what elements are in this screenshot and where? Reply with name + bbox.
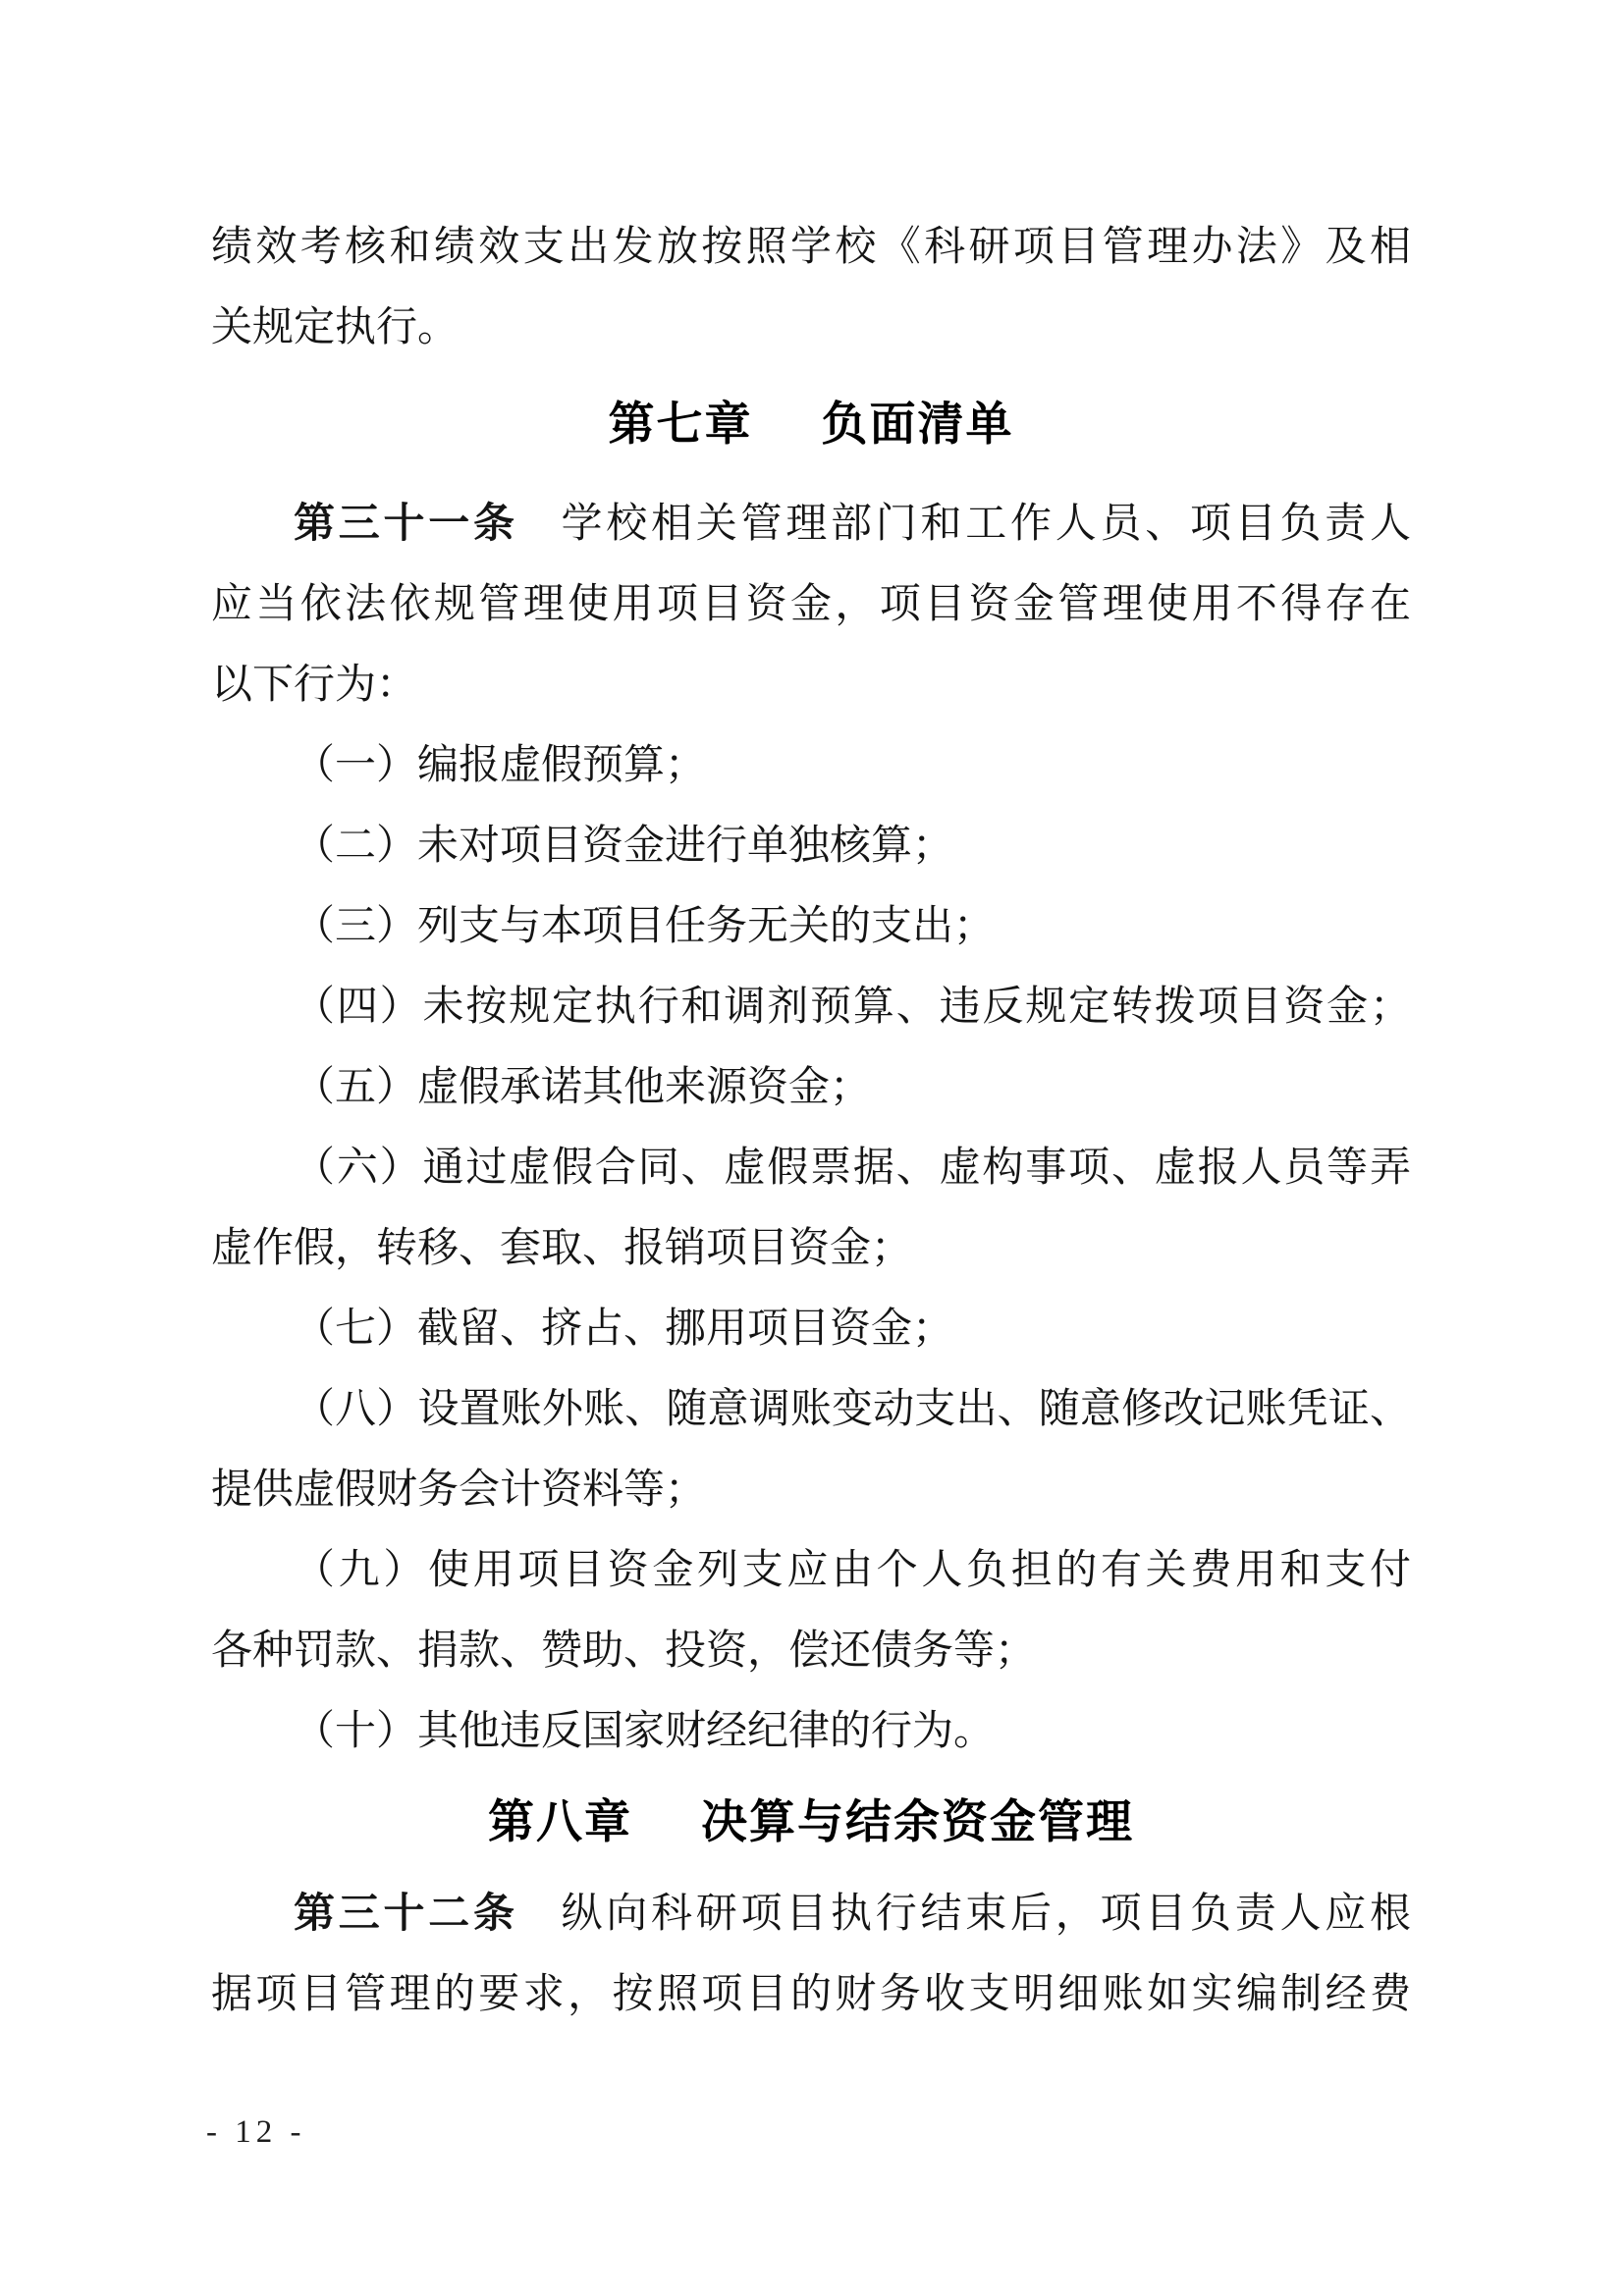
negative-list-item-8-line-1: （八）设置账外账、随意调账变动支出、随意修改记账凭证、 — [294, 1387, 1411, 1432]
article-32-line-1 — [211, 1874, 1411, 1954]
article-32-label: 第三十二条 — [294, 1892, 518, 1937]
article-31-line-2: 应当依法依规管理使用项目资金，项目资金管理使用不得存在 — [211, 582, 1411, 627]
page-number: - 12 - — [206, 2114, 306, 2150]
negative-list-item-6-line-2: 虚作假，转移、套取、报销项目资金； — [211, 1226, 913, 1271]
negative-list-item-3: （三）列支与本项目任务无关的支出； — [294, 904, 996, 949]
negative-list-item-9-line-1: （九）使用项目资金列支应由个人负担的有关费用和支付 — [294, 1548, 1411, 1593]
negative-list-item-2: （二）未对项目资金进行单独核算； — [294, 824, 954, 869]
chapter-7-heading — [211, 384, 1411, 464]
document-body — [211, 207, 1411, 2035]
article-32-line-2: 据项目管理的要求，按照项目的财务收支明细账如实编制经费 — [211, 1972, 1411, 2017]
chapter-8-number: 第八章 — [488, 1795, 632, 1847]
negative-list-item-6-line-1: （六）通过虚假合同、虚假票据、虚构事项、虚报人员等弄 — [294, 1146, 1411, 1191]
continuation-line-2: 关规定执行。 — [211, 305, 460, 350]
negative-list-item-9-line-2: 各种罚款、捐款、赞助、投资，偿还债务等； — [211, 1629, 1037, 1674]
negative-list-item-10: （十）其他违反国家财经纪律的行为。 — [294, 1709, 996, 1754]
negative-list-item-7: （七）截留、挤占、挪用项目资金； — [294, 1307, 954, 1352]
chapter-7-number: 第七章 — [608, 398, 753, 450]
negative-list-item-1: （一）编报虚假预算； — [294, 743, 707, 788]
article-31-line-1 — [211, 484, 1411, 564]
negative-list-item-4: （四）未按规定执行和调剂预算、违反规定转拨项目资金； — [294, 985, 1411, 1030]
negative-list-item-8-line-2: 提供虚假财务会计资料等； — [211, 1468, 707, 1513]
continuation-line-1: 绩效考核和绩效支出发放按照学校《科研项目管理办法》及相 — [211, 225, 1411, 270]
article-31-line-3: 以下行为： — [211, 663, 418, 708]
chapter-7-title: 负面清单 — [821, 398, 1014, 450]
chapter-8-heading — [211, 1782, 1411, 1862]
article-32-text: 纵向科研项目执行结束后，项目负责人应根 — [557, 1892, 1411, 1937]
negative-list-item-5: （五）虚假承诺其他来源资金； — [294, 1065, 872, 1110]
article-31-text: 学校相关管理部门和工作人员、项目负责人 — [557, 502, 1411, 547]
article-31-label: 第三十一条 — [294, 502, 518, 547]
chapter-8-title: 决算与结余资金管理 — [701, 1795, 1134, 1847]
